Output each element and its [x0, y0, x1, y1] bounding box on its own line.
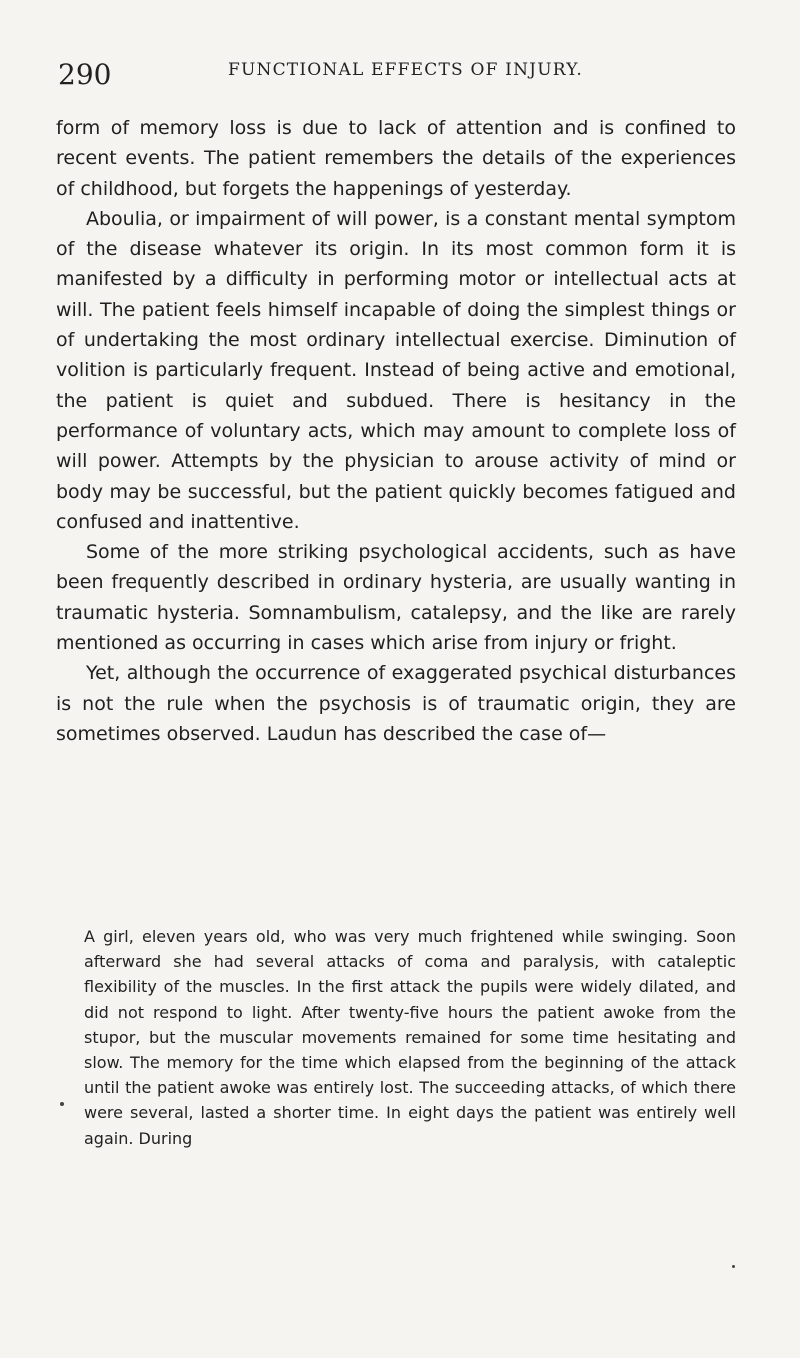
case-quote-text: A girl, eleven years old, who was very much frightened while swinging. Soon afterward she had several attacks of coma and paralysis, with cataleptic flexibility of the muscles. In the first attack the pupils were widely dilated, and did not respond to light. After twenty-five hours the patient awoke from the stupor, but the muscular movements remained for some time hesitating and slow. The memory for the time which elapsed from the beginning of the attack until the patient awoke was entirely lost. The succeeding attacks, of which there were several, lasted a shorter time. In eight days the patient was entirely well again. During	[84, 927, 736, 1148]
paragraph-aboulia: Aboulia, or impairment of will power, is a constant mental symptom of the disease whatever its origin. In its most common form it is manifested by a difficulty in performing motor or intellectual acts at will. The patient feels himself incapable of doing the simplest things or of undertaking the most ordinary intellectual exercise. Diminution of volition is particularly frequent. Instead of being active and emotional, the patient is quiet and subdued. There is hesitancy in the performance of voluntary acts, which may amount to complete loss of will power. Attempts by the physician to arouse activity of mind or body may be successful, but the patient quickly becomes fatigued and confused and inattentive.	[56, 207, 736, 533]
paragraph-continued: form of memory loss is due to lack of attention and is confined to recent events. The patient remembers the details of the experiences of childhood, but forgets the happenings of yesterday.	[56, 117, 736, 200]
print-speck	[732, 1265, 735, 1268]
paragraph-psychological-accidents: Some of the more striking psychological accidents, such as have been frequently described in ordinary hysteria, are usually wanting in traumatic hysteria. Somnambulism, catalepsy, and the like are rarely mentioned as occurring in cases which arise from injury or fright.	[56, 541, 736, 655]
running-head: FUNCTIONAL EFFECTS OF INJURY.	[228, 60, 584, 80]
print-speck	[60, 1102, 64, 1106]
paragraph-psychical-disturbances: Yet, although the occurrence of exaggerated psychical disturbances is not the rule when the psychosis is of traumatic origin, they are sometimes observed. Laudun has described the case of—	[56, 662, 736, 745]
body-text	[56, 113, 736, 749]
page-number: 290	[58, 58, 112, 91]
case-quote	[84, 924, 736, 1151]
